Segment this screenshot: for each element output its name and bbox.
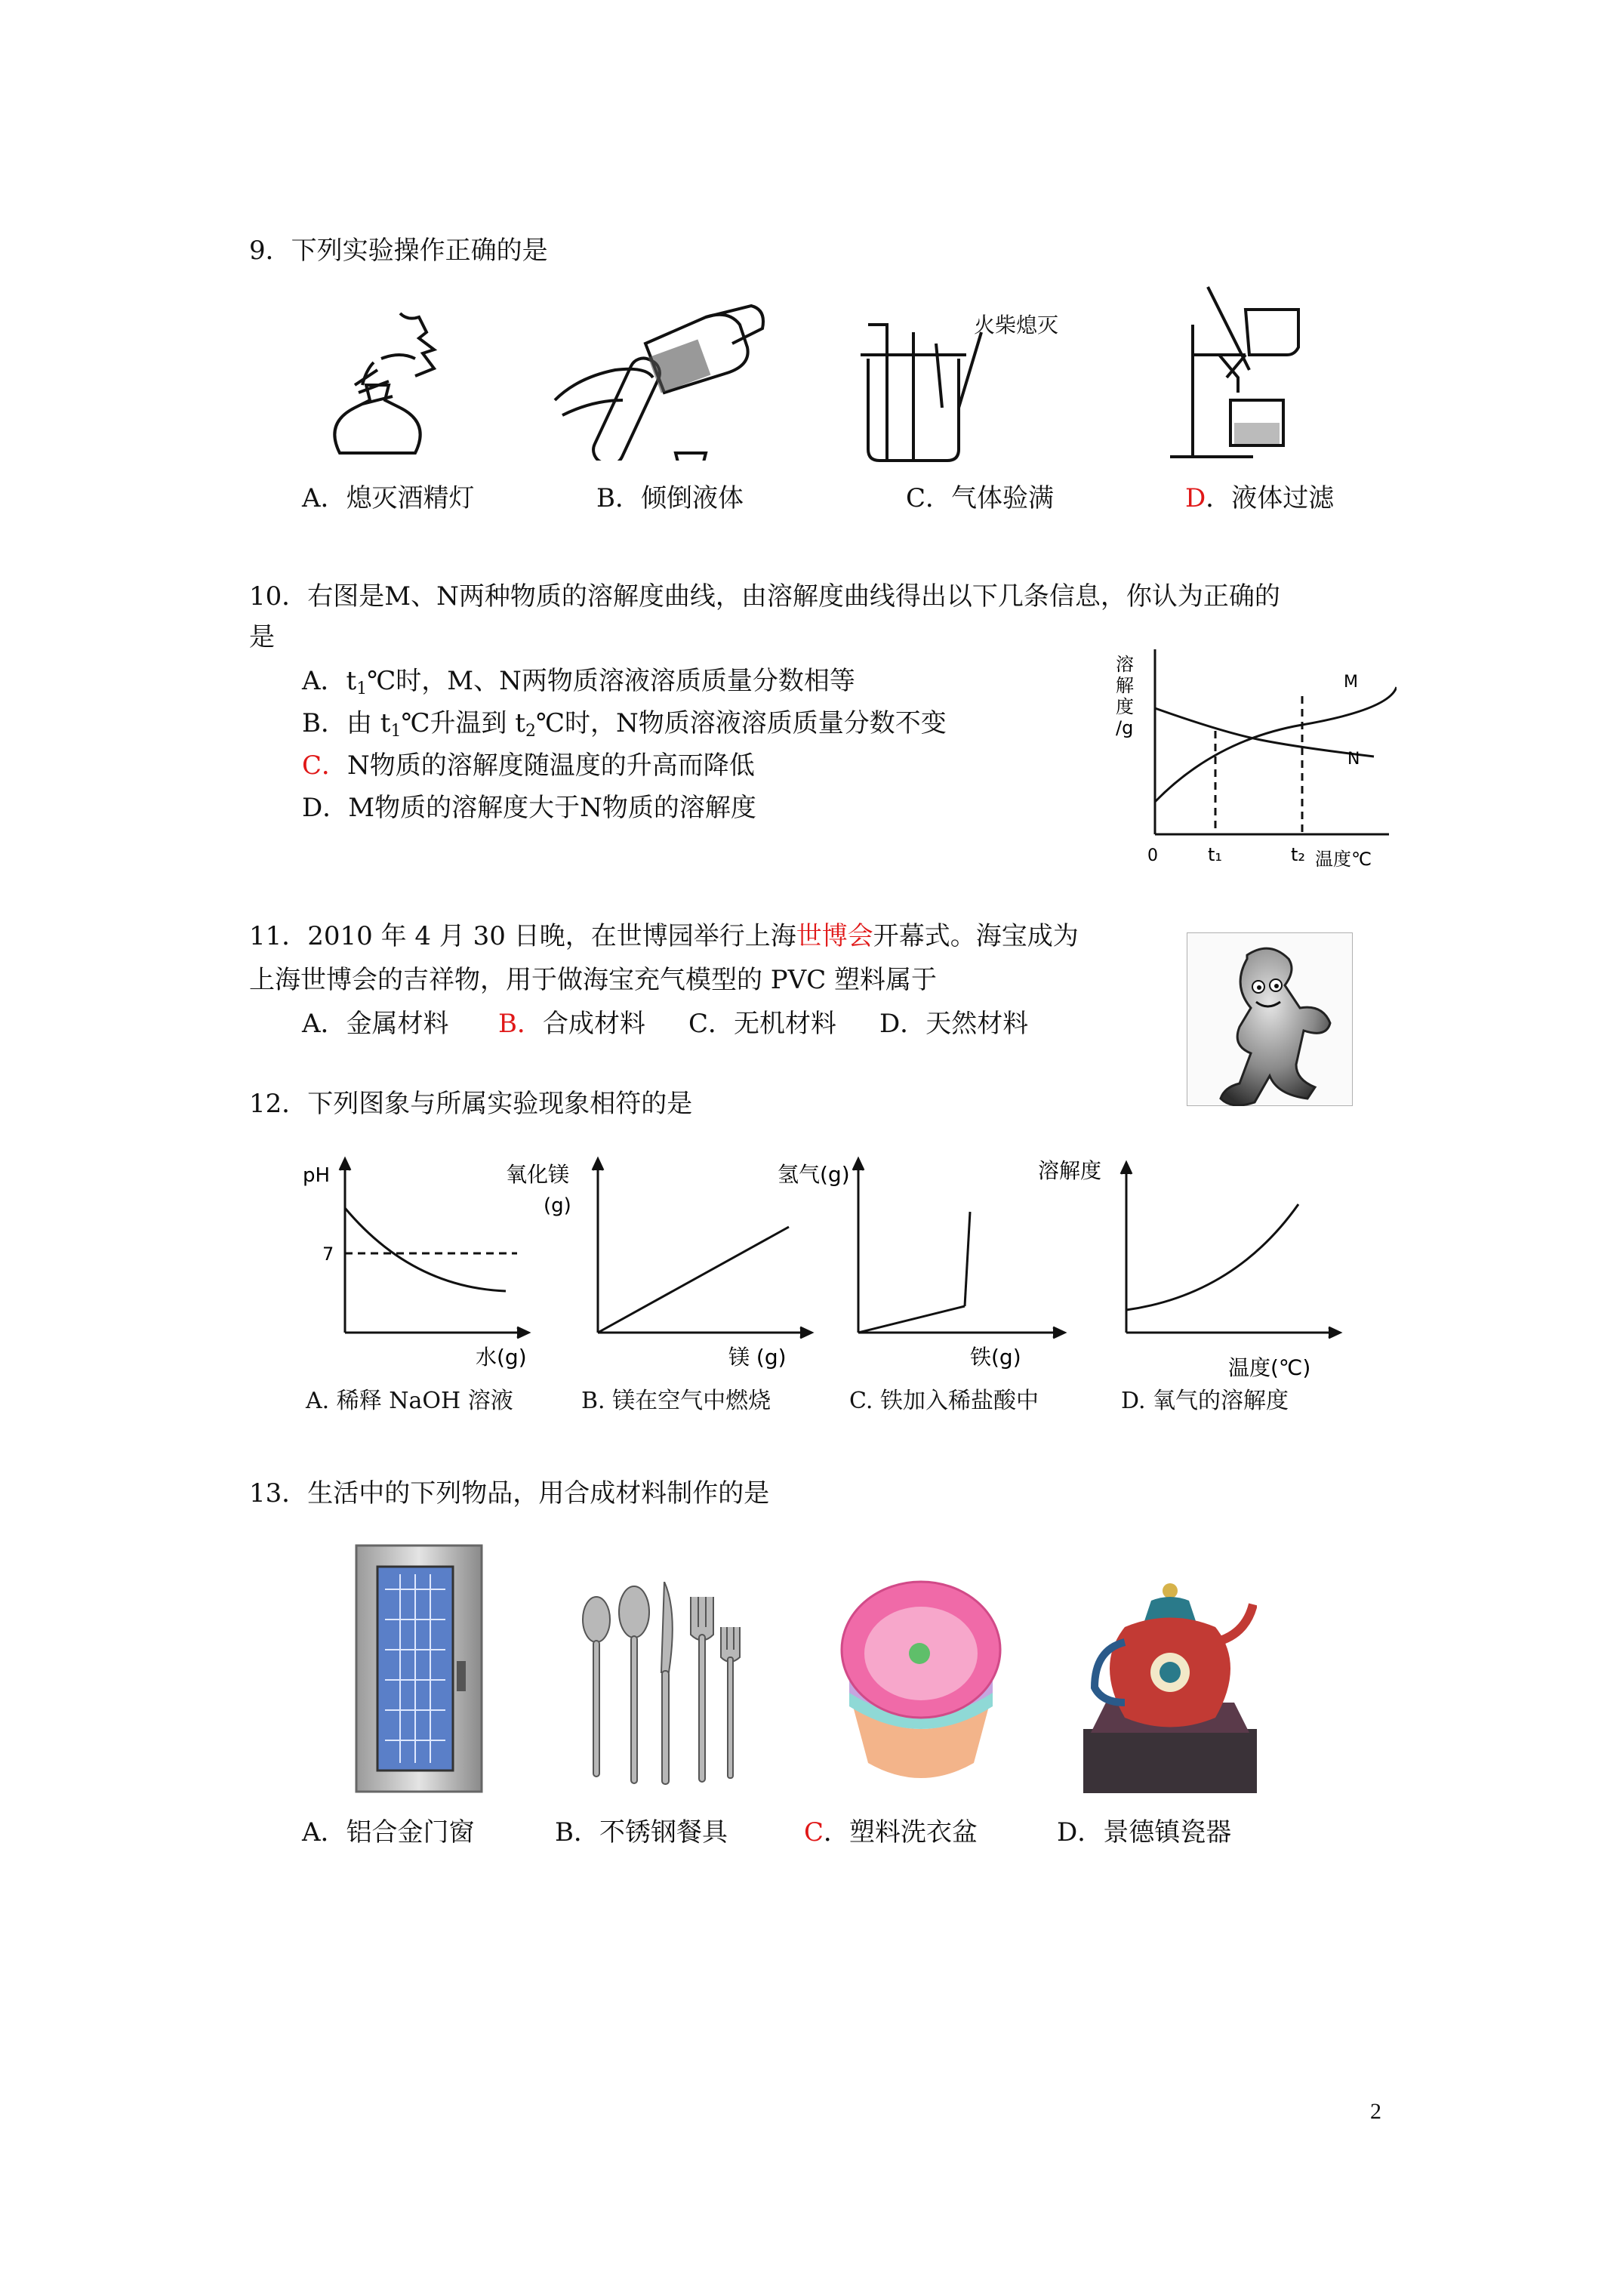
extinguish-alcohol-lamp-illustration bbox=[310, 302, 483, 468]
stainless-cutlery-image bbox=[574, 1582, 747, 1793]
q13-option-a-text: 铝合金门窗 bbox=[346, 1817, 475, 1848]
q10-option-c[interactable] bbox=[302, 749, 755, 782]
q12-stem: 12．下列图象与所属实验现象相符的是 bbox=[249, 1089, 693, 1119]
q9-option-d[interactable] bbox=[1185, 482, 1334, 515]
q12-graph-c bbox=[770, 1151, 1072, 1378]
pour-liquid-illustration bbox=[547, 302, 774, 461]
q10-option-b-mid: ℃升温到 t bbox=[401, 708, 525, 738]
q11-option-c[interactable] bbox=[688, 1007, 836, 1040]
q12-graph-b-caption: B. 镁在空气中燃烧 bbox=[581, 1388, 771, 1414]
q11-option-b-text: 合成材料 bbox=[543, 1009, 645, 1039]
q12-graph-b-xlabel: 镁 (g) bbox=[728, 1345, 787, 1370]
q12-graph-c-caption: C. 铁加入稀盐酸中 bbox=[849, 1388, 1039, 1414]
q10-option-c-sep: ． bbox=[322, 750, 348, 781]
q12-graph-a bbox=[298, 1151, 532, 1378]
aluminum-door-image bbox=[355, 1544, 483, 1793]
q12-graph-d-caption: D. 氧气的溶解度 bbox=[1121, 1388, 1289, 1414]
q9-option-c[interactable] bbox=[906, 482, 1054, 515]
q11-option-d-sep: ． bbox=[900, 1009, 926, 1039]
q10-option-a-sub: 1 bbox=[356, 680, 368, 698]
q9-option-a[interactable] bbox=[302, 482, 475, 515]
q11-option-c-text: 无机材料 bbox=[734, 1009, 837, 1039]
q11-option-a[interactable] bbox=[302, 1007, 449, 1040]
q11-option-b[interactable] bbox=[498, 1007, 645, 1040]
q9-annotation: 火柴熄灭 bbox=[974, 313, 1059, 337]
q9-option-d-sep: ． bbox=[1206, 483, 1232, 513]
q10-chart-origin: 0 bbox=[1147, 846, 1158, 865]
q11-option-a-letter: A bbox=[302, 1009, 321, 1039]
filtration-illustration bbox=[1163, 279, 1336, 468]
porcelain-teapot-image bbox=[1083, 1582, 1257, 1793]
q10-chart-xlabel: 温度℃ bbox=[1315, 849, 1372, 868]
q13-option-b-letter: B bbox=[555, 1817, 574, 1848]
q11-option-d-text: 天然材料 bbox=[925, 1009, 1029, 1039]
q11-option-b-letter: B bbox=[498, 1009, 517, 1039]
q9-option-b-letter: B bbox=[596, 483, 615, 513]
q10-chart-t2: t₂ bbox=[1291, 844, 1306, 865]
q10-solubility-chart bbox=[1110, 642, 1397, 868]
gas-collection-illustration bbox=[853, 302, 1072, 468]
q13-option-b[interactable] bbox=[555, 1816, 728, 1849]
q11-option-b-sep: ． bbox=[517, 1009, 543, 1039]
q10-chart-ylabel-0: 溶 bbox=[1116, 654, 1134, 675]
q11-option-a-sep: ． bbox=[320, 1009, 346, 1039]
q10-series-n-label: N bbox=[1347, 750, 1360, 769]
q10-option-c-text: N物质的溶解度随温度的升高而降低 bbox=[347, 750, 755, 781]
q10-option-a-rest: ℃时，M、N两物质溶液溶质质量分数相等 bbox=[367, 666, 855, 696]
q12-graph-a-caption: A. 稀释 NaOH 溶液 bbox=[306, 1388, 513, 1414]
q11-line2: 上海世博会的吉祥物，用于做海宝充气模型的 PVC 塑料属于 bbox=[249, 965, 938, 995]
q9-option-d-text: 液体过滤 bbox=[1231, 483, 1335, 513]
q13-option-d-sep: ． bbox=[1077, 1817, 1104, 1848]
q10-option-b-rest: ℃时，N物质溶液溶质质量分数不变 bbox=[535, 708, 947, 738]
q13-option-d[interactable] bbox=[1057, 1816, 1231, 1849]
haibao-mascot-image bbox=[1187, 932, 1353, 1106]
q10-option-b-prefix: B．由 t bbox=[302, 708, 391, 738]
q11-option-c-sep: ． bbox=[708, 1009, 735, 1039]
q9-option-b[interactable] bbox=[596, 482, 744, 515]
q10-stem-line1: 10．右图是M、N两种物质的溶解度曲线，由溶解度曲线得出以下几条信息，你认为正确的 bbox=[249, 581, 1280, 612]
q10-chart-ylabel-3: /g bbox=[1116, 717, 1134, 738]
q13-option-c-sep: ． bbox=[824, 1817, 850, 1848]
q12-graph-c-xlabel: 铁(g) bbox=[970, 1345, 1021, 1370]
q11-line1 bbox=[249, 920, 1079, 953]
q13-stem: 13．生活中的下列物品，用合成材料制作的是 bbox=[249, 1478, 770, 1509]
q10-option-a[interactable] bbox=[302, 664, 855, 706]
q11-line1-pre: 11．2010 年 4 月 30 日晚，在世博园举行上海 bbox=[249, 921, 796, 951]
q12-graph-d bbox=[1038, 1151, 1355, 1378]
q9-option-d-letter: D bbox=[1185, 483, 1206, 513]
q9-option-c-text: 气体验满 bbox=[951, 483, 1055, 513]
q9-option-a-letter: A bbox=[302, 483, 321, 513]
q11-line1-post: 开幕式。海宝成为 bbox=[873, 921, 1079, 951]
q13-option-c[interactable] bbox=[804, 1816, 978, 1849]
q10-curve-n bbox=[1155, 708, 1374, 757]
q10-stem-line2: 是 bbox=[249, 622, 275, 652]
q12-graph-d-xlabel: 温度(℃) bbox=[1228, 1355, 1311, 1378]
q12-graph-a-ylabel: pH bbox=[303, 1164, 331, 1187]
q9-option-a-text: 熄灭酒精灯 bbox=[346, 483, 475, 513]
q11-option-d[interactable] bbox=[879, 1007, 1028, 1040]
q12-graph-b-ylabel2: (g) bbox=[544, 1194, 571, 1217]
q12-graph-a-tick: 7 bbox=[322, 1244, 334, 1265]
q12-graph-b-ylabel: 氧化镁 bbox=[506, 1162, 570, 1187]
q9-option-c-sep: ． bbox=[925, 483, 952, 513]
q9-option-a-sep: ． bbox=[320, 483, 346, 513]
q10-chart-t1: t₁ bbox=[1208, 844, 1223, 865]
q9-option-b-text: 倾倒液体 bbox=[641, 483, 744, 513]
q9-stem: 9．下列实验操作正确的是 bbox=[249, 236, 548, 266]
q9-option-b-sep: ． bbox=[615, 483, 641, 513]
q13-option-a-sep: ． bbox=[320, 1817, 346, 1848]
q12-graph-d-ylabel: 溶解度 bbox=[1038, 1158, 1102, 1183]
q10-option-c-letter: C bbox=[302, 750, 322, 781]
q13-option-a-letter: A bbox=[302, 1817, 321, 1848]
q13-option-a[interactable] bbox=[302, 1816, 475, 1849]
q10-curve-m bbox=[1155, 687, 1397, 802]
q10-option-a-prefix: A．t bbox=[302, 666, 357, 696]
q13-option-d-letter: D bbox=[1057, 1817, 1078, 1848]
q13-option-c-letter: C bbox=[804, 1817, 824, 1848]
q10-option-d[interactable]: D．M物质的溶解度大于N物质的溶解度 bbox=[302, 793, 756, 823]
q10-option-b-sub1: 1 bbox=[390, 722, 402, 741]
q13-option-d-text: 景德镇瓷器 bbox=[1103, 1817, 1232, 1848]
q13-option-b-text: 不锈钢餐具 bbox=[599, 1817, 728, 1848]
q10-chart-ylabel-1: 解 bbox=[1116, 675, 1134, 696]
q11-line1-red: 世博会 bbox=[796, 921, 873, 951]
q13-option-b-sep: ． bbox=[574, 1817, 599, 1848]
plastic-basin-image bbox=[838, 1578, 1004, 1789]
q12-graph-a-xlabel: 水(g) bbox=[476, 1345, 527, 1370]
q11-option-c-letter: C bbox=[688, 1009, 709, 1039]
q10-series-m-label: M bbox=[1344, 673, 1358, 692]
q11-option-a-text: 金属材料 bbox=[346, 1009, 449, 1039]
q10-option-b[interactable] bbox=[302, 707, 947, 748]
page-number: 2 bbox=[1370, 2099, 1381, 2124]
q11-option-d-letter: D bbox=[879, 1009, 901, 1039]
q10-chart-ylabel-2: 度 bbox=[1116, 696, 1134, 717]
q10-option-b-sub2: 2 bbox=[525, 722, 536, 741]
q9-option-c-letter: C bbox=[906, 483, 926, 513]
q12-graph-c-ylabel: 氢气(g) bbox=[778, 1162, 850, 1187]
q13-option-c-text: 塑料洗衣盆 bbox=[849, 1817, 978, 1848]
